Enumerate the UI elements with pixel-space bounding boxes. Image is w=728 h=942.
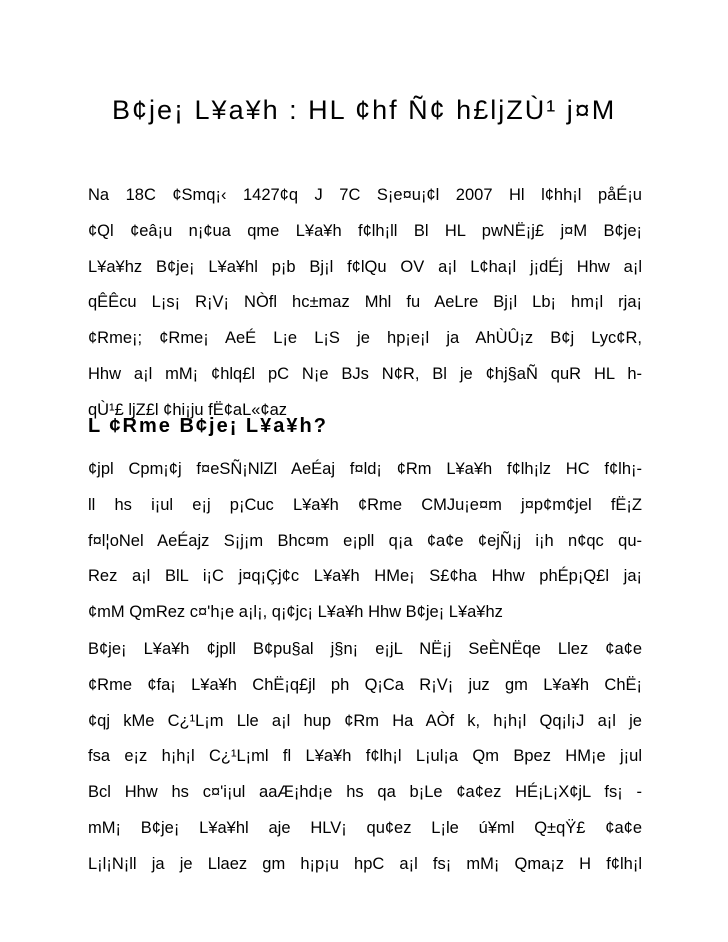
text-line: ¢Rme ¢fa¡ L¥a¥h ChË¡q£jl ph Q¡Ca R¡V¡ juz gm L¥a¥h ChË¡	[88, 675, 642, 694]
text-line: f¤l¦oNel AeÉajz S¡j¡m Bhc¤m e¡pll q¡a ¢a¢e ¢ejÑ¡j i¡h n¢qc qu-	[88, 531, 642, 550]
text-line: Bcl Hhw hs c¤'i¡ul aaÆ¡hd¡e hs qa b¡Le ¢a¢ez HÉ¡L¡X¢jL fs¡ -	[88, 783, 642, 802]
paragraph-3	[88, 632, 642, 883]
paragraph-1	[88, 178, 642, 429]
text-line: L¡l¡N¡ll ja je Llaez gm h¡p¡u hpC a¡l fs¡ mM¡ Qma¡z H f¢lh¡l	[88, 854, 642, 873]
text-line: qÊÊcu L¡s¡ R¡V¡ NÒfl hc±maz Mhl fu AeLre Bj¡l Lb¡ hm¡l rja¡	[88, 293, 642, 312]
section-heading: L ¢Rme B¢je¡ L¥a¥h?	[88, 415, 328, 437]
text-line: mM¡ B¢je¡ L¥a¥hl aje HLV¡ qu¢ez L¡le ú¥ml Q±qŸ£ ¢a¢e	[88, 818, 642, 837]
text-line: qÙ¹£ ljZ£l ¢hi¡ju fË¢aL«¢az	[88, 400, 288, 419]
text-line: Na 18C ¢Smq¡‹ 1427¢q J 7C S¡e¤u¡¢l 2007 Hl l¢hh¡l påÉ¡u	[88, 186, 642, 204]
text-line: L¥a¥hz B¢je¡ L¥a¥hl p¡b Bj¡l f¢lQu OV a¡l L¢ha¡l j¡dÉj Hhw a¡l	[88, 257, 642, 276]
text-line: Rez a¡l BlL i¡C j¤q¡Çj¢c L¥a¥h HMe¡ S£¢ha Hhw phÉp¡Q£l ja¡	[88, 567, 642, 586]
text-line: B¢je¡ L¥a¥h ¢jpll B¢pu§al j§n¡ e¡jL NË¡j SeÈNËqe Llez ¢a¢e	[88, 640, 642, 658]
document-title: B¢je¡ L¥a¥h : HL ¢hf Ñ¢ h£ljZÙ¹ j¤M	[112, 95, 617, 125]
text-line: fsa e¡z h¡h¡l C¿¹L¡ml fl L¥a¥h f¢lh¡l L¡ul¡a Qm Bpez HM¡e j¡ul	[88, 747, 642, 766]
text-line: ll hs i¡ul e¡j p¡Cuc L¥a¥h ¢Rme CMJu¡e¤m j¤p¢m¢jel fË¡Z	[88, 495, 642, 514]
text-line: ¢jpl Cpm¡¢j f¤eSÑ¡NlZl AeÉaj f¤ld¡ ¢Rm L¥a¥h f¢lh¡lz HC f¢lh¡-	[88, 460, 642, 478]
text-line: ¢qj kMe C¿¹L¡m Lle a¡l hup ¢Rm Ha AÒf k, h¡h¡l Qq¡l¡J a¡l je	[88, 711, 642, 730]
paragraph-2	[88, 452, 642, 631]
text-line: ¢Ql ¢eâ¡u n¡¢ua qme L¥a¥h f¢lh¡ll Bl HL pwNË¡j£ j¤M B¢je¡	[88, 221, 642, 240]
text-line: Hhw a¡l mM¡ ¢hlq£l pC N¡e BJs N¢R, Bl je ¢hj§aÑ quR HL h-	[88, 364, 642, 383]
text-line: ¢Rme¡; ¢Rme¡ AeÉ L¡e L¡S je hp¡e¡l ja AhÙÛ¡z B¢j Lyc¢R,	[88, 329, 642, 348]
text-line: ¢mM QmRez c¤'h¡e a¡l¡, q¡¢jc¡ L¥a¥h Hhw B¢je¡ L¥a¥hz	[88, 603, 503, 622]
